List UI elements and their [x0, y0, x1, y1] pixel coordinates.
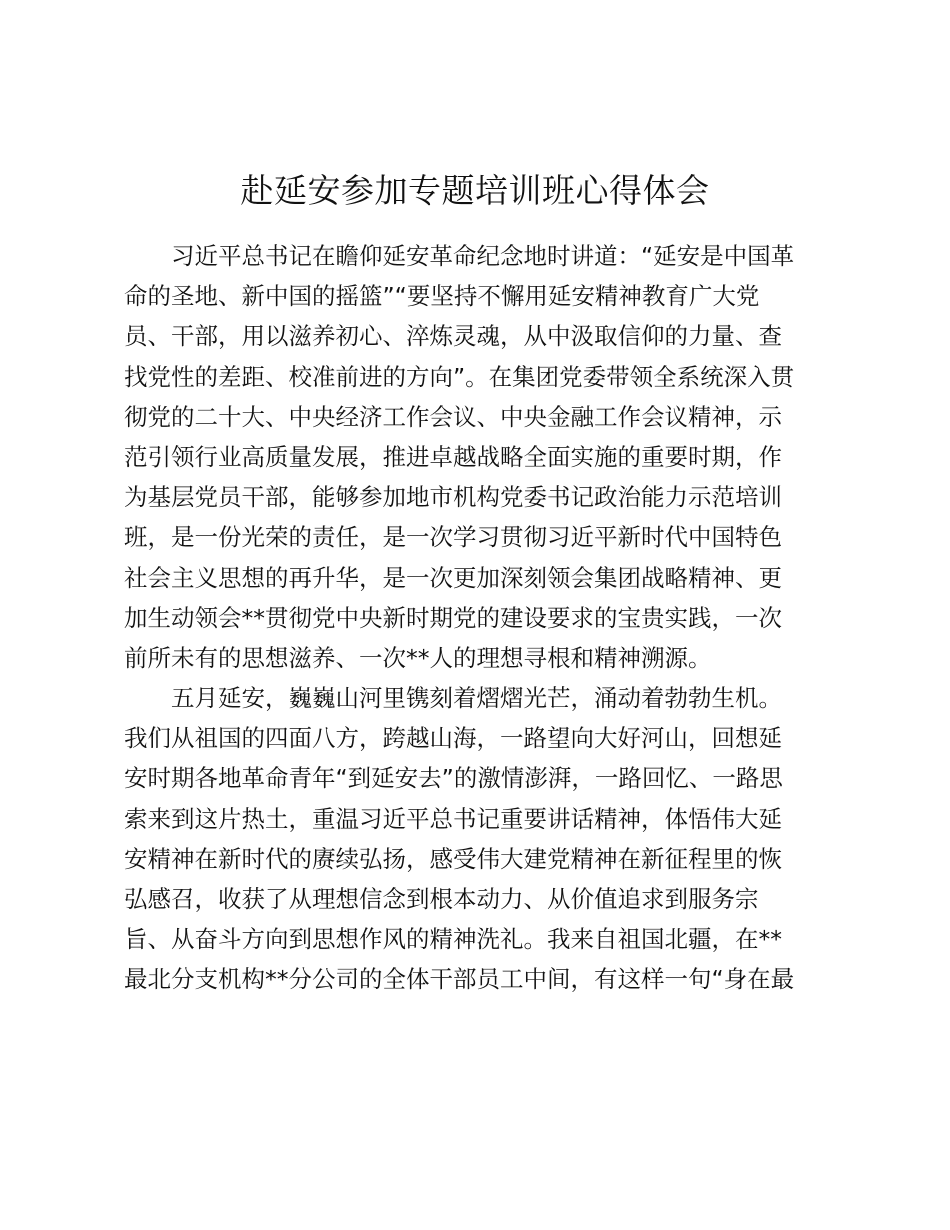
paragraph-line: 前所未有的思想滋养、一次**人的理想寻根和精神溯源。 [124, 643, 712, 672]
paragraph-line: 为基层党员干部，能够参加地市机构党委书记政治能力示范培训 [124, 483, 782, 512]
paragraph-line: 加生动领会**贯彻党中央新时期党的建设要求的宝贵实践，一次 [124, 603, 782, 632]
paragraph-line: 安精神在新时代的赓续弘扬，感受伟大建党精神在新征程里的恢 [124, 844, 782, 873]
paragraph-line: 安时期各地革命青年“到延安去”的激情澎湃，一路回忆、一路思 [124, 764, 783, 793]
paragraph-2 [124, 678, 832, 1000]
paragraph-line: 旨、从奋斗方向到思想作风的精神洗礼。我来自祖国北疆，在** [124, 925, 782, 954]
paragraph-line: 社会主义思想的再升华，是一次更加深刻领会集团战略精神、更 [124, 563, 782, 592]
paragraph-1 [124, 236, 832, 678]
paragraph-line: 习近平总书记在瞻仰延安革命纪念地时讲道：“延安是中国革 [171, 242, 795, 270]
paragraph-line: 五月延安，巍巍山河里镌刻着熠熠光芒，涌动着勃勃生机。 [171, 684, 782, 713]
paragraph-line: 班，是一份光荣的责任，是一次学习贯彻习近平新时代中国特色 [124, 523, 782, 552]
document-title: 赴延安参加专题培训班心得体会 [240, 171, 710, 210]
paragraph-line: 最北分支机构**分公司的全体干部员工中间，有这样一句“身在最 [124, 965, 795, 994]
paragraph-line: 弘感召，收获了从理想信念到根本动力、从价值追求到服务宗 [124, 885, 759, 913]
paragraph-line: 员、干部，用以滋养初心、淬炼灵魂，从中汲取信仰的力量、查 [124, 322, 782, 351]
paragraph-line: 命的圣地、新中国的摇篮”“要坚持不懈用延安精神教育广大党 [124, 282, 760, 311]
paragraph-line: 彻党的二十大、中央经济工作会议、中央金融工作会议精神，示 [124, 402, 782, 431]
paragraph-line: 我们从祖国的四面八方，跨越山海，一路望向大好河山，回想延 [124, 724, 782, 753]
paragraph-line: 索来到这片热土，重温习近平总书记重要讲话精神，体悟伟大延 [124, 804, 782, 833]
paragraph-line: 范引领行业高质量发展，推进卓越战略全面实施的重要时期，作 [124, 442, 782, 471]
document-body [124, 236, 832, 1000]
paragraph-line: 找党性的差距、校准前进的方向”。在集团党委带领全系统深入贯 [124, 362, 795, 391]
